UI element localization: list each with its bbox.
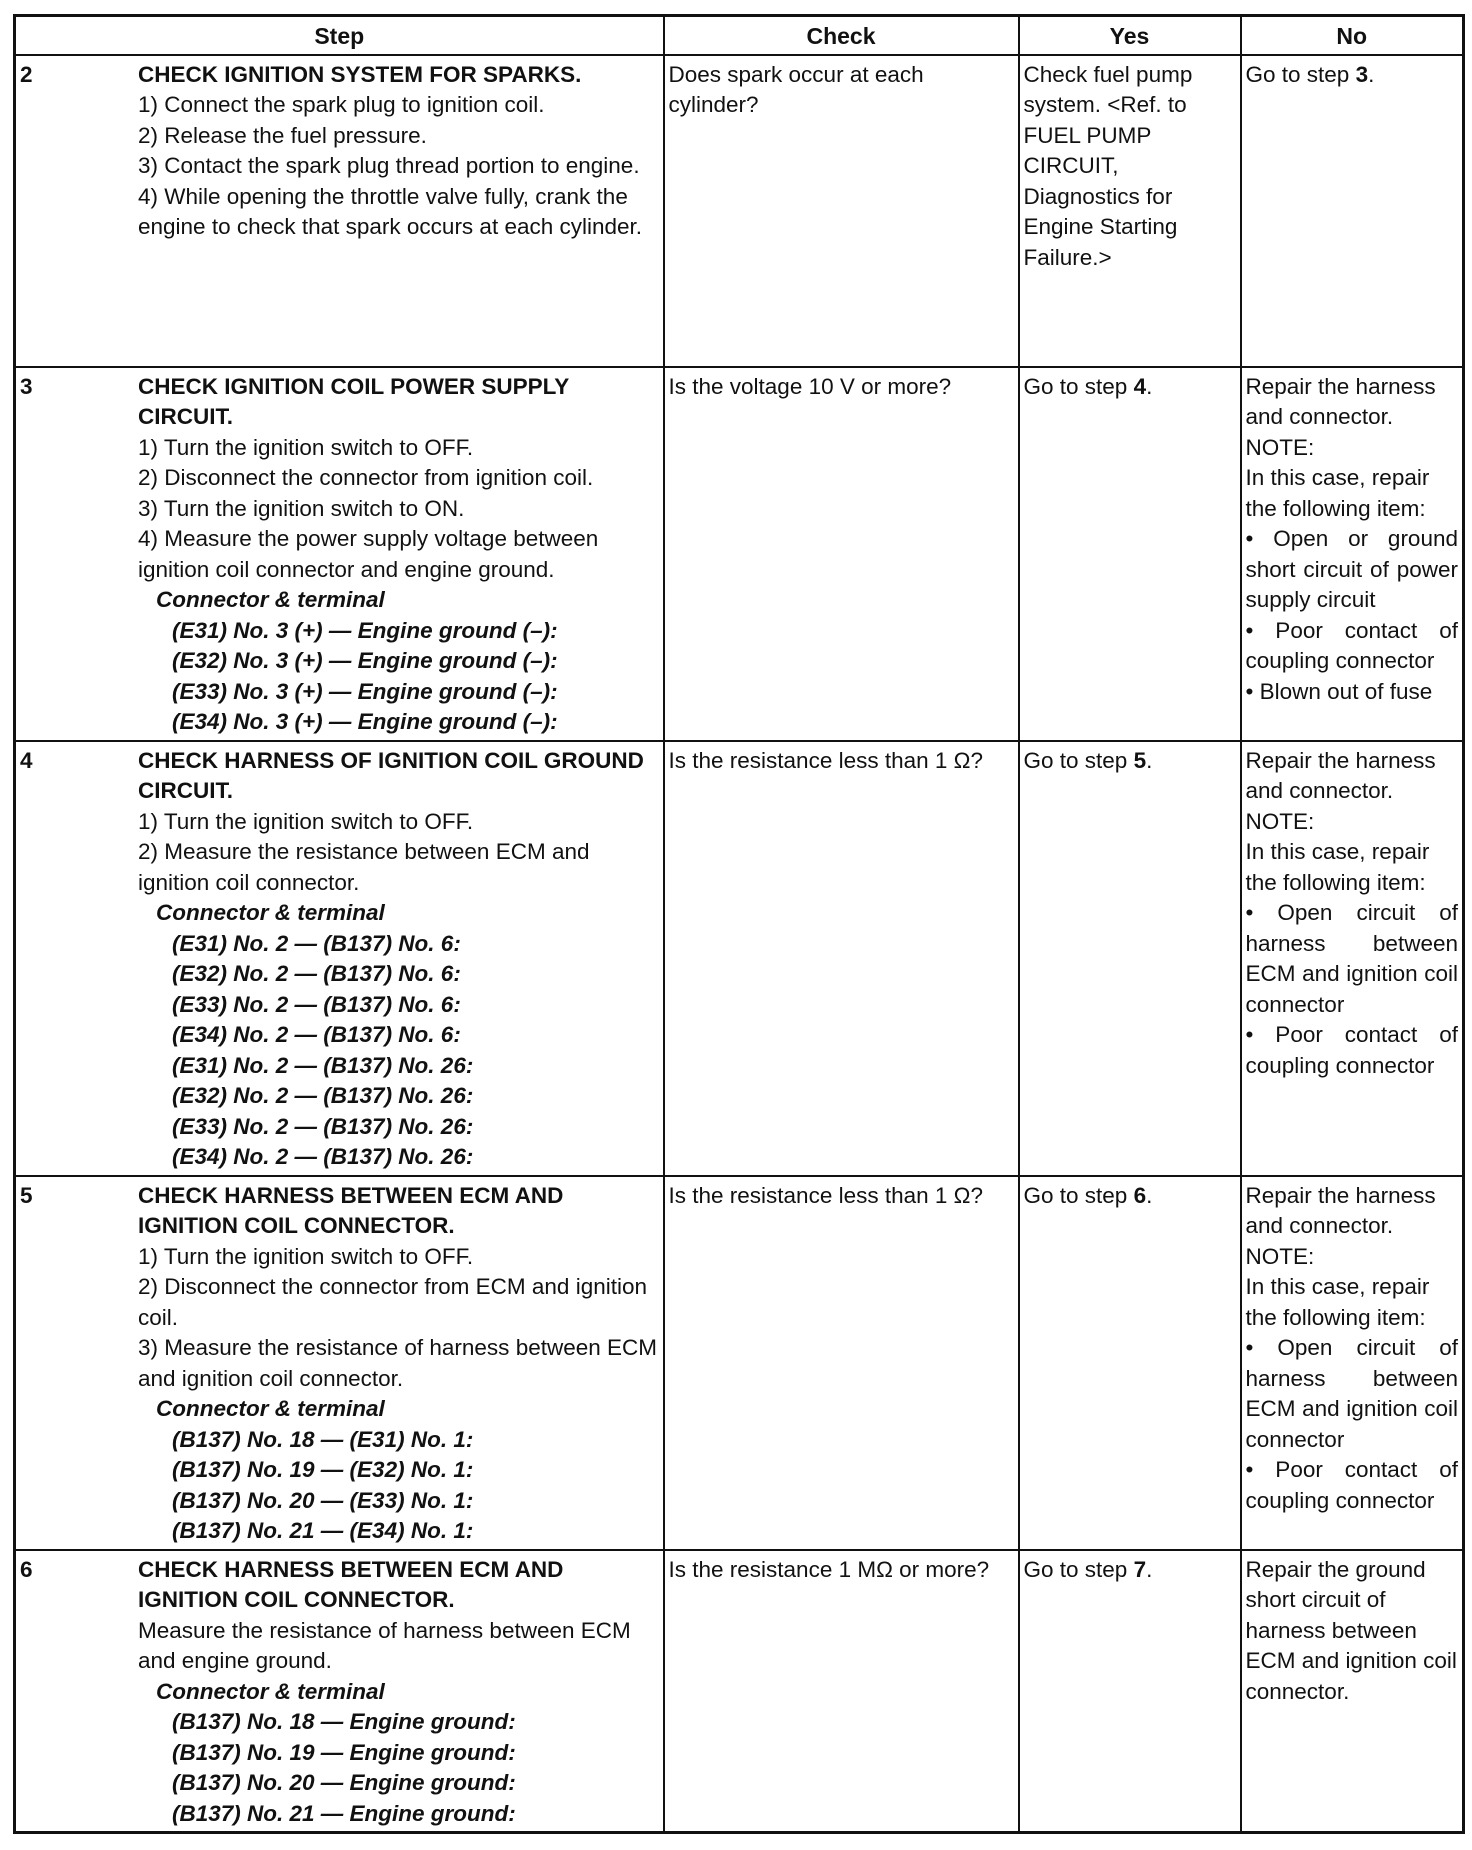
yes-suffix: . — [1146, 1182, 1153, 1208]
no-cell — [1241, 1176, 1464, 1550]
step-title: CHECK HARNESS BETWEEN ECM AND IGNITION COIL CONNECTOR. — [138, 1182, 564, 1238]
terminal-spec: (E33) No. 3 (+) — Engine ground (–): — [172, 678, 558, 704]
note-label: NOTE: — [1245, 434, 1315, 460]
terminal-spec: (B137) No. 20 — Engine ground: — [172, 1770, 516, 1795]
yes-suffix: . — [1146, 747, 1153, 773]
yes-cell — [1019, 1550, 1241, 1833]
repair-text: Repair the harness and connector. — [1245, 747, 1436, 803]
header-check: Check — [664, 16, 1019, 55]
yes-prefix: Go to step — [1023, 747, 1134, 773]
step-instruction: 2) Release the fuel pressure. — [138, 122, 427, 148]
terminal-spec: (E32) No. 3 (+) — Engine ground (–): — [172, 648, 558, 673]
step-reference: 3 — [1355, 61, 1369, 87]
table-row — [15, 1176, 1464, 1550]
check-cell: Is the resistance less than 1 Ω? — [664, 741, 1019, 1176]
table-row — [15, 55, 1464, 367]
step-number: 4 — [20, 747, 33, 773]
note-text: In this case, repair the following item: — [1245, 465, 1430, 521]
terminal-spec: (E31) No. 2 — (B137) No. 6: — [172, 930, 461, 956]
step-number: 3 — [20, 373, 33, 399]
yes-suffix: . — [1146, 373, 1153, 399]
step-instruction: 1) Connect the spark plug to ignition coil. — [138, 92, 545, 117]
note-bullet: • Poor contact of coupling connector — [1245, 617, 1458, 673]
terminal-spec: (E34) No. 2 — (B137) No. 26: — [172, 1144, 474, 1169]
table-row — [15, 741, 1464, 1176]
step-cell — [15, 741, 664, 1176]
no-suffix: . — [1368, 61, 1375, 87]
no-cell — [1241, 55, 1464, 367]
no-prefix: Go to step — [1245, 61, 1356, 87]
terminal-spec: (B137) No. 21 — Engine ground: — [172, 1800, 516, 1826]
header-yes: Yes — [1019, 16, 1241, 55]
yes-suffix: . — [1146, 1556, 1153, 1582]
terminal-spec: (E33) No. 2 — (B137) No. 26: — [172, 1113, 474, 1139]
terminal-spec: (E32) No. 2 — (B137) No. 26: — [172, 1083, 474, 1108]
note-bullet: • Open circuit of harness between ECM and ignition coil connector — [1245, 1335, 1458, 1452]
yes-cell: Check fuel pump system. <Ref. to FUEL PUMP CIRCUIT, Diagnostics for Engine Starting Failure.> — [1019, 55, 1241, 367]
terminal-spec: (B137) No. 18 — Engine ground: — [172, 1709, 516, 1734]
header-step: Step — [15, 16, 664, 55]
header-no: No — [1241, 16, 1464, 55]
terminal-spec: (B137) No. 19 — (E32) No. 1: — [172, 1457, 474, 1482]
no-cell: Repair the ground short circuit of harness between ECM and ignition coil connector. — [1241, 1550, 1464, 1833]
note-bullet: • Poor contact of coupling connector — [1245, 1022, 1458, 1078]
step-cell — [15, 367, 664, 741]
step-cell — [15, 55, 664, 367]
step-instruction: 3) Turn the ignition switch to ON. — [138, 495, 465, 521]
check-cell: Is the resistance 1 MΩ or more? — [664, 1550, 1019, 1833]
connector-label: Connector & terminal — [156, 587, 385, 612]
table-row — [15, 367, 1464, 741]
note-bullet: • Poor contact of coupling connector — [1245, 1457, 1458, 1513]
step-number: 6 — [20, 1556, 33, 1582]
terminal-spec: (E32) No. 2 — (B137) No. 6: — [172, 961, 461, 986]
step-instruction: 2) Disconnect the connector from ECM and ignition coil. — [138, 1274, 647, 1330]
check-cell: Does spark occur at each cylinder? — [664, 55, 1019, 367]
yes-cell — [1019, 741, 1241, 1176]
step-title: CHECK IGNITION COIL POWER SUPPLY CIRCUIT. — [138, 373, 569, 429]
connector-label: Connector & terminal — [156, 1678, 385, 1704]
check-cell: Is the voltage 10 V or more? — [664, 367, 1019, 741]
yes-cell — [1019, 1176, 1241, 1550]
note-bullet: • Open circuit of harness between ECM and ignition coil connector — [1245, 900, 1458, 1017]
step-reference: 7 — [1133, 1556, 1147, 1582]
terminal-spec: (B137) No. 19 — Engine ground: — [172, 1739, 516, 1765]
step-cell — [15, 1550, 664, 1833]
no-cell — [1241, 367, 1464, 741]
terminal-spec: (B137) No. 18 — (E31) No. 1: — [172, 1426, 474, 1452]
step-instruction: 3) Contact the spark plug thread portion to engine. — [138, 153, 640, 178]
yes-prefix: Go to step — [1023, 373, 1134, 399]
note-bullet: • Blown out of fuse — [1245, 678, 1433, 704]
terminal-spec: (E34) No. 3 (+) — Engine ground (–): — [172, 709, 558, 734]
terminal-spec: (B137) No. 21 — (E34) No. 1: — [172, 1518, 474, 1543]
note-text: In this case, repair the following item: — [1245, 1274, 1430, 1330]
terminal-spec: (E34) No. 2 — (B137) No. 6: — [172, 1022, 461, 1047]
step-title: CHECK HARNESS BETWEEN ECM AND IGNITION COIL CONNECTOR. — [138, 1556, 564, 1612]
check-cell: Is the resistance less than 1 Ω? — [664, 1176, 1019, 1550]
terminal-spec: (B137) No. 20 — (E33) No. 1: — [172, 1487, 474, 1513]
step-instruction: 2) Measure the resistance between ECM and ignition coil connector. — [138, 839, 590, 895]
step-instruction: 3) Measure the resistance of harness between ECM and ignition coil connector. — [138, 1335, 658, 1391]
yes-cell — [1019, 367, 1241, 741]
header-row — [15, 16, 1464, 55]
yes-prefix: Go to step — [1023, 1182, 1134, 1208]
step-instruction: 2) Disconnect the connector from ignition coil. — [138, 465, 594, 490]
step-cell — [15, 1176, 664, 1550]
step-reference: 6 — [1133, 1182, 1147, 1208]
step-reference: 4 — [1133, 373, 1147, 399]
step-instruction: 1) Turn the ignition switch to OFF. — [138, 434, 474, 460]
step-title: CHECK HARNESS OF IGNITION COIL GROUND CIRCUIT. — [138, 747, 644, 803]
yes-prefix: Go to step — [1023, 1556, 1134, 1582]
connector-label: Connector & terminal — [156, 1396, 385, 1421]
step-instruction: 1) Turn the ignition switch to OFF. — [138, 1243, 474, 1269]
note-label: NOTE: — [1245, 1243, 1315, 1269]
step-title: CHECK IGNITION SYSTEM FOR SPARKS. — [138, 61, 582, 87]
step-instruction: Measure the resistance of harness between ECM and engine ground. — [138, 1617, 631, 1673]
note-label: NOTE: — [1245, 808, 1315, 834]
no-cell — [1241, 741, 1464, 1176]
step-number: 2 — [20, 61, 33, 87]
repair-text: Repair the harness and connector. — [1245, 373, 1436, 429]
connector-label: Connector & terminal — [156, 900, 385, 925]
terminal-spec: (E31) No. 3 (+) — Engine ground (–): — [172, 617, 558, 643]
step-instruction: 1) Turn the ignition switch to OFF. — [138, 808, 474, 834]
note-text: In this case, repair the following item: — [1245, 839, 1430, 895]
repair-text: Repair the harness and connector. — [1245, 1182, 1436, 1238]
step-instruction: 4) While opening the throttle valve fully, crank the engine to check that spark occurs at each cylinder. — [138, 183, 643, 239]
note-bullet: • Open or ground short circuit of power supply circuit — [1245, 526, 1458, 612]
step-instruction: 4) Measure the power supply voltage between ignition coil connector and engine ground. — [138, 526, 599, 582]
step-number: 5 — [20, 1182, 33, 1208]
terminal-spec: (E33) No. 2 — (B137) No. 6: — [172, 991, 461, 1017]
step-reference: 5 — [1133, 747, 1147, 773]
terminal-spec: (E31) No. 2 — (B137) No. 26: — [172, 1052, 474, 1078]
table-row — [15, 1550, 1464, 1833]
diagnostic-table — [13, 14, 1465, 1834]
